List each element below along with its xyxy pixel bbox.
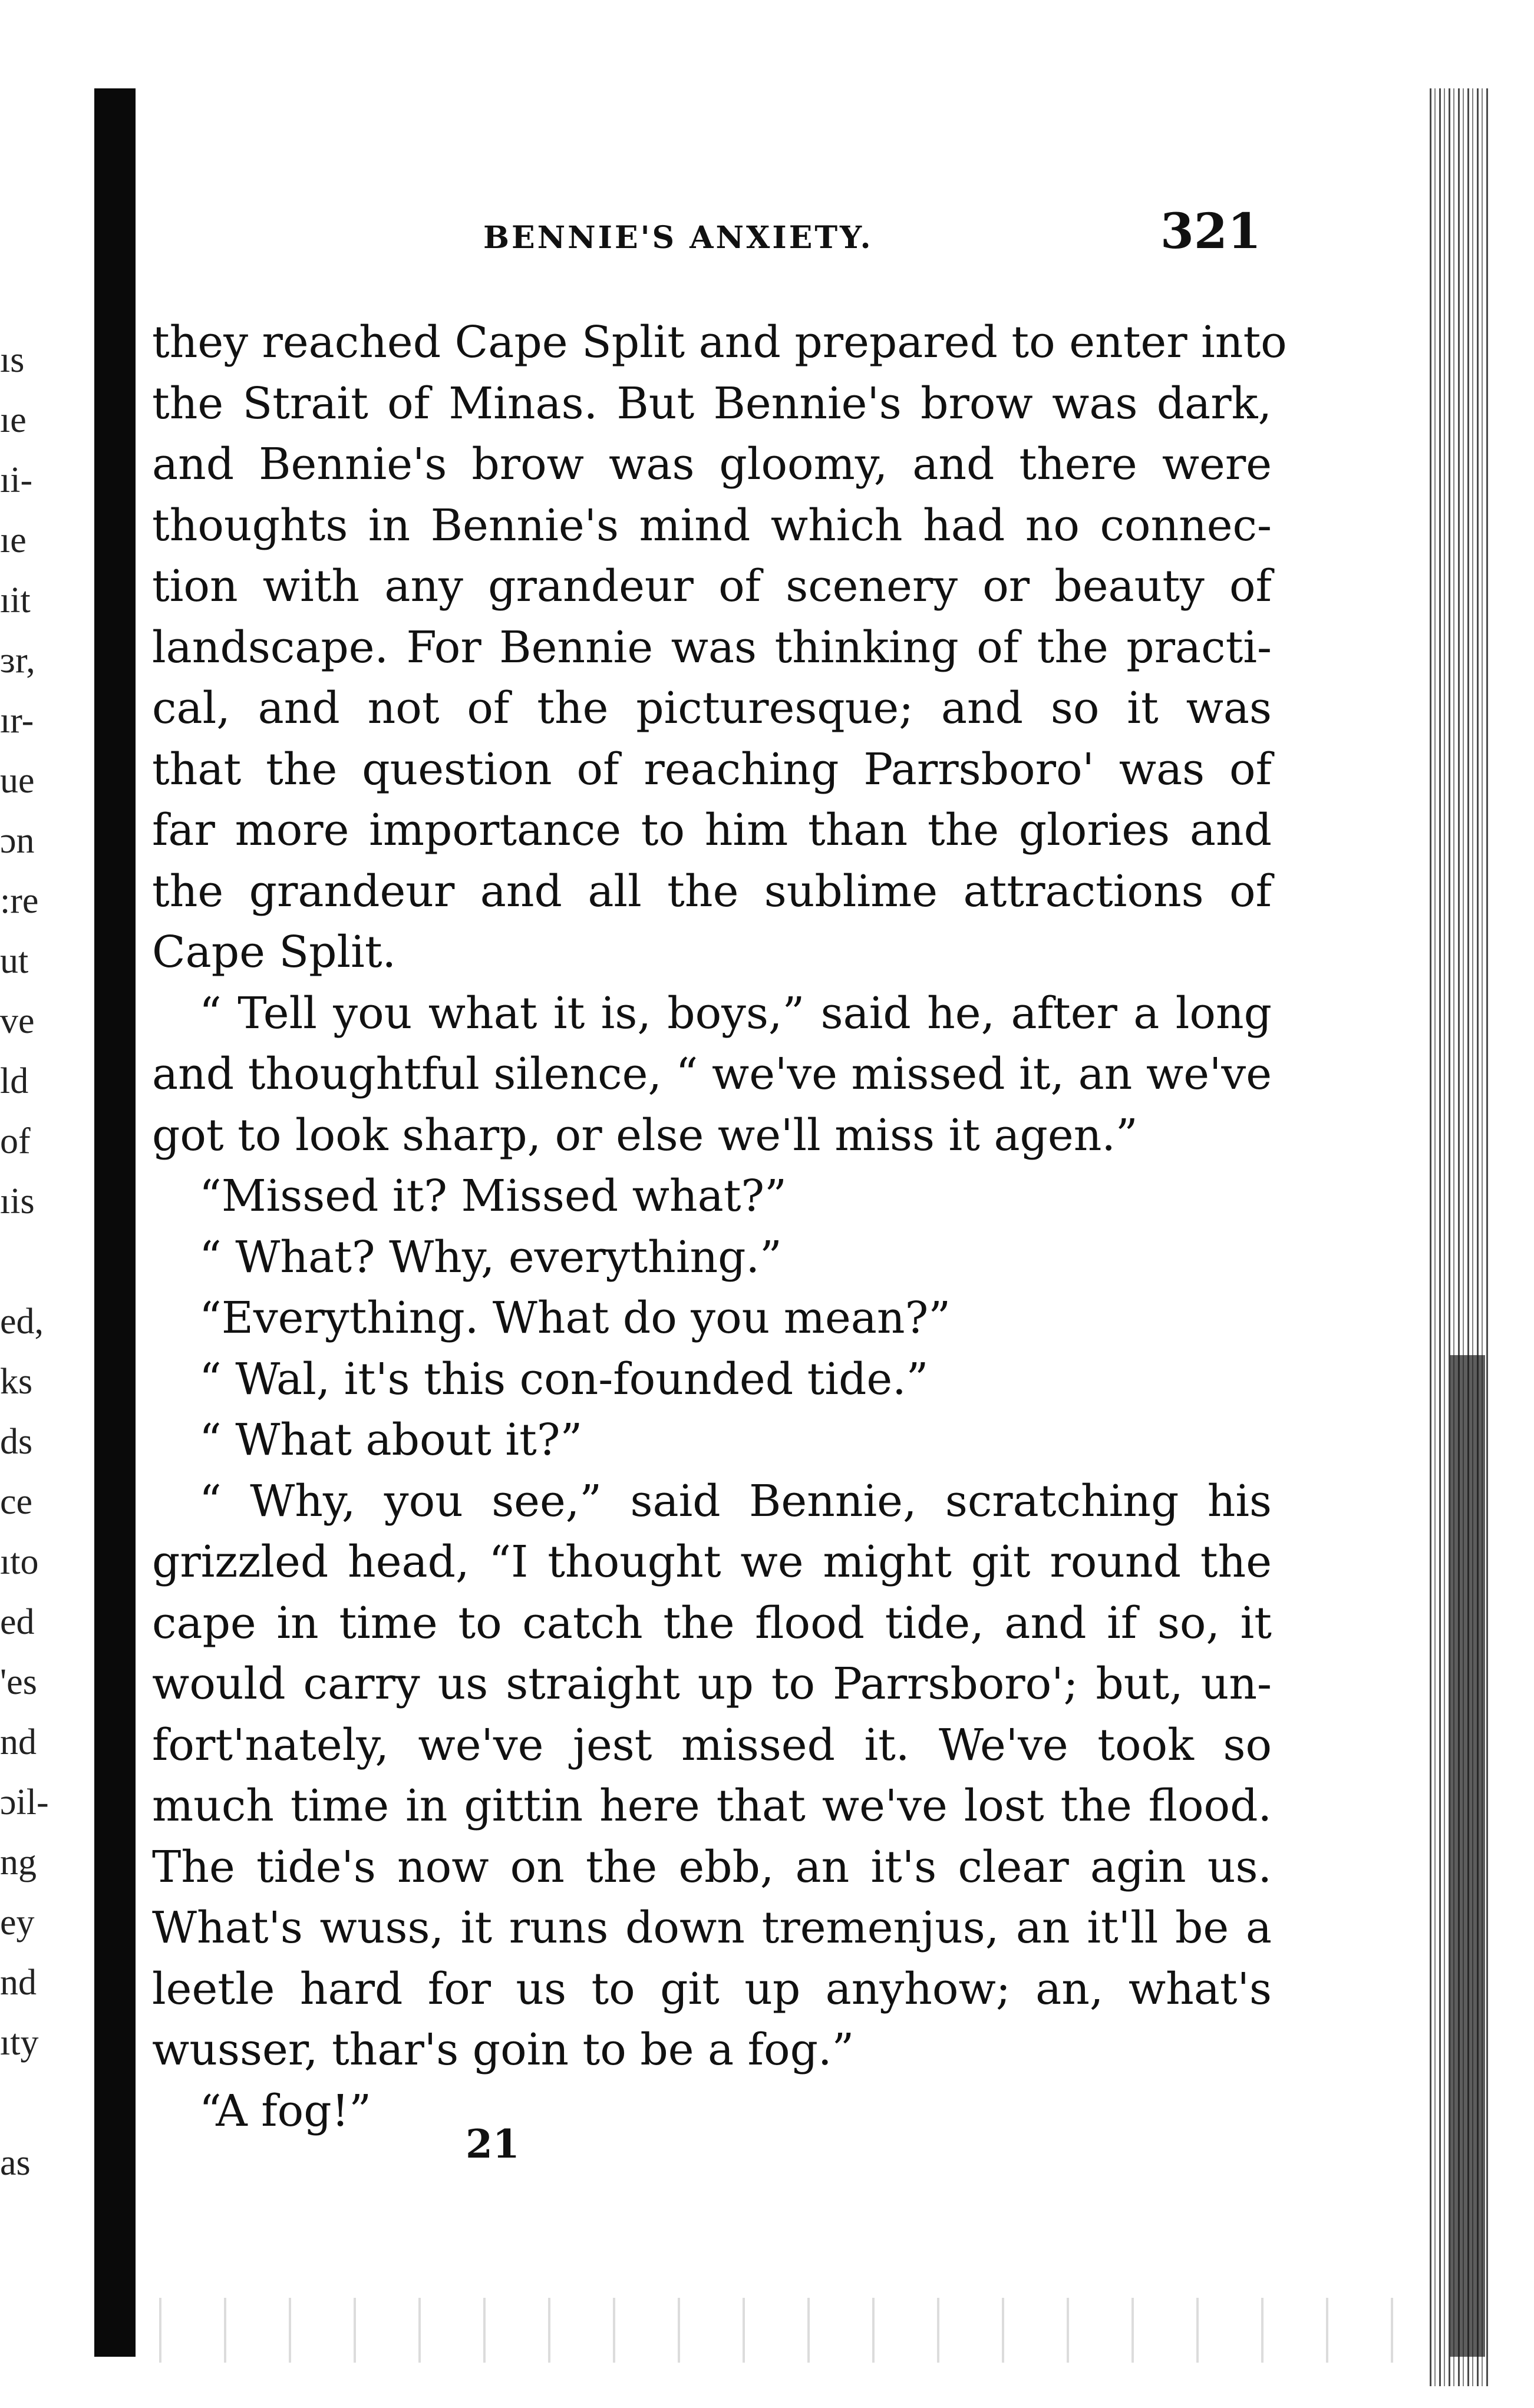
text-line: “ Wal, it's this con-founded tide.” <box>199 1353 929 1405</box>
facing-fragment: ɔn <box>0 821 35 861</box>
scan-noise <box>136 2298 1432 2363</box>
text-line: tion with any grandeur of scenery or beauty of <box>152 561 1272 612</box>
text-line: “Missed it? Missed what?” <box>199 1171 787 1221</box>
facing-fragment: ce <box>0 1482 33 1522</box>
text-line: would carry us straight up to Parrsboro'; but, un- <box>152 1659 1272 1709</box>
facing-fragment <box>0 2073 88 2133</box>
facing-fragment: nd <box>0 1963 37 2003</box>
text-line: “ What? Why, everything.” <box>199 1231 782 1283</box>
facing-fragment <box>0 1231 88 1291</box>
text-line: cal, and not of the picturesque; and so it was <box>152 683 1272 734</box>
facing-fragment: 'es <box>0 1662 37 1702</box>
text-line: Cape Split. <box>152 927 397 977</box>
page-edge-shadow <box>1450 1355 1485 2357</box>
text-line: What's wuss, it runs down tremenjus, an it'll be a <box>152 1902 1272 1953</box>
text-line: and Bennie's brow was gloomy, and there were <box>152 439 1272 490</box>
facing-fragment: nd <box>0 1722 37 1762</box>
facing-fragment: ıit <box>0 580 31 620</box>
text-line: and thoughtful silence, “ we've missed it, an we've <box>152 1049 1272 1099</box>
facing-fragment: ue <box>0 761 35 801</box>
text-line: “A fog!” <box>199 2085 372 2136</box>
page-header <box>153 203 1261 274</box>
facing-fragment: ɔil- <box>0 1782 49 1822</box>
page-number: 321 <box>1160 203 1261 260</box>
facing-fragment: :re <box>0 881 39 921</box>
signature-mark: 21 <box>466 2121 520 2167</box>
facing-fragment: ıi- <box>0 460 33 500</box>
facing-fragment: ey <box>0 1902 35 1943</box>
text-line: “ What about it?” <box>199 1415 583 1465</box>
body-text <box>152 312 1287 2142</box>
text-line: the Strait of Minas. But Bennie's brow was dark, <box>152 378 1272 429</box>
facing-fragment: ve <box>0 1001 35 1041</box>
text-line: much time in gittin here that we've lost the flood. <box>152 1781 1272 1831</box>
text-line: landscape. For Bennie was thinking of the practi- <box>152 622 1272 673</box>
facing-fragment: ıe <box>0 400 27 440</box>
facing-fragment: ut <box>0 941 29 981</box>
text-line: The tide's now on the ebb, an it's clear agin us. <box>152 1841 1272 1892</box>
facing-fragment: as <box>0 2143 31 2183</box>
facing-fragment: ed <box>0 1602 35 1642</box>
facing-fragment: ed, <box>0 1302 44 1342</box>
text-line: cape in time to catch the flood tide, and if so, it <box>152 1597 1272 1649</box>
text-line: “ Tell you what it is, boys,” said he, after a long <box>199 987 1272 1039</box>
facing-fragment: of <box>0 1121 31 1161</box>
facing-fragment: ld <box>0 1061 29 1101</box>
facing-fragment: ɜr, <box>0 640 35 681</box>
running-head: BENNIE'S ANXIETY. <box>483 220 873 256</box>
facing-fragment: ır- <box>0 701 34 741</box>
facing-fragment: ıe <box>0 520 27 560</box>
text-line: wusser, thar's goin to be a fog.” <box>152 2024 855 2075</box>
facing-fragment: ıs <box>0 340 25 380</box>
text-line: far more importance to him than the glories and <box>152 805 1272 855</box>
book-gutter-shadow <box>94 88 136 2357</box>
text-line: the grandeur and all the sublime attractions of <box>152 866 1272 917</box>
text-line: thoughts in Bennie's mind which had no connec- <box>152 500 1272 551</box>
text-line: grizzled head, “I thought we might git round the <box>152 1537 1272 1587</box>
facing-fragment: ıty <box>0 2023 39 2063</box>
facing-fragment: ıto <box>0 1542 39 1582</box>
text-line: “ Why, you see,” said Bennie, scratching his <box>199 1475 1272 1527</box>
facing-page-fragment <box>0 330 88 2274</box>
facing-fragment: ıis <box>0 1181 35 1221</box>
facing-fragment: ds <box>0 1422 33 1462</box>
text-line: got to look sharp, or else we'll miss it agen.” <box>152 1109 1138 1161</box>
facing-fragment: ng <box>0 1842 37 1882</box>
facing-fragment: ks <box>0 1362 33 1402</box>
text-line: leetle hard for us to git up anyhow; an, what's <box>152 1963 1272 2014</box>
text-line: fort'nately, we've jest missed it. We've took so <box>152 1719 1272 1771</box>
text-line: that the question of reaching Parrsboro' was of <box>152 744 1272 795</box>
text-line: they reached Cape Split and prepared to enter into <box>152 317 1287 368</box>
text-line: “Everything. What do you mean?” <box>199 1293 951 1343</box>
